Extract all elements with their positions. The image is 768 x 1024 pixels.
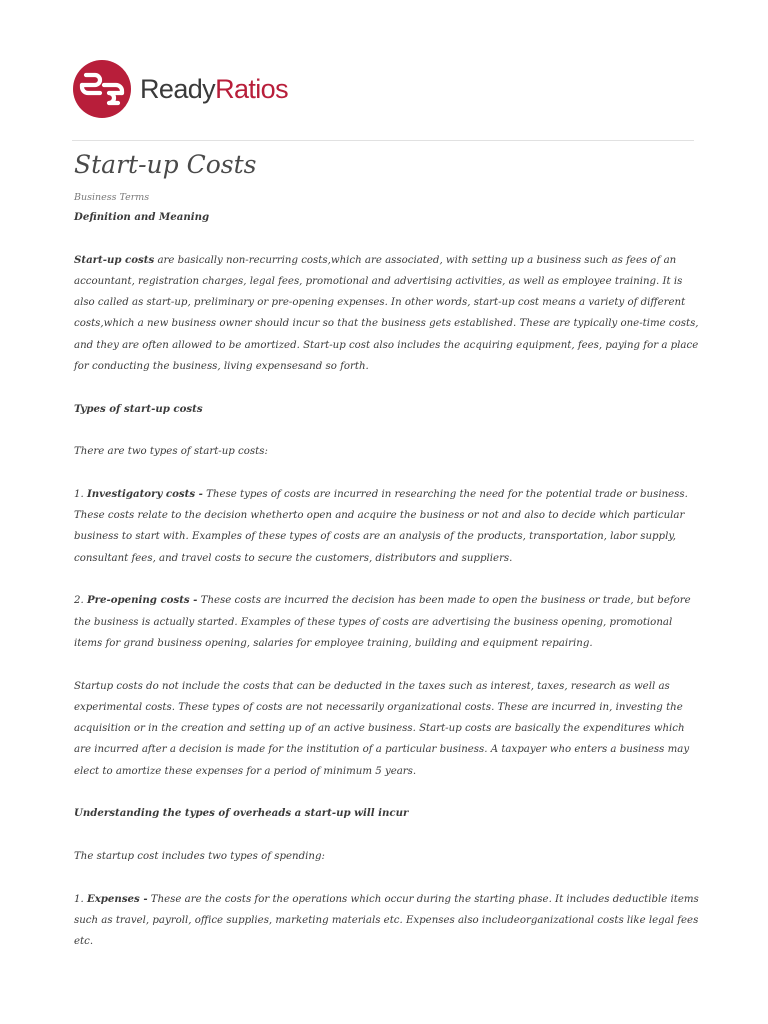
list-item-investigatory: [74, 484, 700, 569]
list-item-text: These costs are incurred the decision has been made to open the business or trade, but before the business is actually started. Examples of these types of costs are advertising the business opening, promotional items for grand business opening, salaries for employee training, building and equipment repairing.: [74, 595, 691, 649]
header-divider: [72, 140, 694, 141]
ready-ratios-logo-icon: [72, 59, 132, 119]
category-label: Business Terms: [74, 192, 150, 203]
list-number: 1.: [74, 893, 87, 905]
ready-ratios-logo[interactable]: [72, 59, 288, 119]
paragraph-spending-intro: The startup cost includes two types of spending:: [74, 850, 325, 862]
brand-name-ready: Ready: [140, 73, 216, 104]
article-body: [74, 207, 700, 974]
paragraph-types-intro: There are two types of start-up costs:: [74, 446, 268, 458]
list-item-expenses: [74, 889, 700, 953]
heading-overheads: Understanding the types of overheads a start-up will incur: [74, 807, 409, 820]
term-expenses: Expenses -: [86, 892, 148, 905]
list-number: 1.: [74, 488, 87, 500]
page-title: Start-up Costs: [74, 150, 257, 179]
paragraph-exclusions: Startup costs do not include the costs that can be deducted in the taxes such as interest, taxes, research as well as experimental costs. These types of costs are not necessarily organizational costs. These are incurred in, investing the acquisition or in the creation and setting up of an active business. Start-up costs are basically the expenditures which are incurred after a decision is made for the institution of a particular business. A taxpayer who enters a business may elect to amortize these expenses for a period of minimum 5 years.: [74, 680, 690, 777]
heading-types: Types of start-up costs: [74, 402, 203, 415]
term-pre-opening: Pre-opening costs -: [86, 594, 198, 607]
paragraph-definition-text: are basically non-recurring costs,which are associated, with setting up a business such as fees of an accountant, registration charges, legal fees, promotional and advertising activities, as well as employee training. It is also called as start-up, preliminary or pre-opening expenses. In other words, start-up cost means a variety of different costs,which a new business owner should incur so that the business gets established. These are typically one-time costs, and they are often allowed to be amortized. Start-up cost also includes the acquiring equipment, fees, paying for a place for conducting the business, living expensesand so forth.: [74, 254, 699, 373]
list-item-text: These are the costs for the operations which occur during the starting phase. It includes deductible items such as travel, payroll, office supplies, marketing materials etc. Expenses also includeorganizational costs like legal fees etc.: [74, 893, 699, 948]
brand-name: [140, 74, 288, 105]
list-item-text: These types of costs are incurred in researching the need for the potential trade or business. These costs relate to the decision whetherto open and acquire the business or not and also to decide which particular business to start with. Examples of these types of costs are an analysis of the products, transportation, labor supply, consultant fees, and travel costs to secure the customers, distributors and suppliers.: [74, 488, 688, 564]
list-item-pre-opening: [74, 590, 700, 654]
term-investigatory: Investigatory costs -: [86, 487, 203, 500]
heading-definition: Definition and Meaning: [74, 211, 210, 223]
paragraph-definition: [74, 250, 700, 378]
brand-name-ratios: Ratios: [215, 73, 288, 104]
list-number: 2.: [74, 595, 87, 607]
term-startup-costs: Start-up costs: [74, 253, 155, 266]
